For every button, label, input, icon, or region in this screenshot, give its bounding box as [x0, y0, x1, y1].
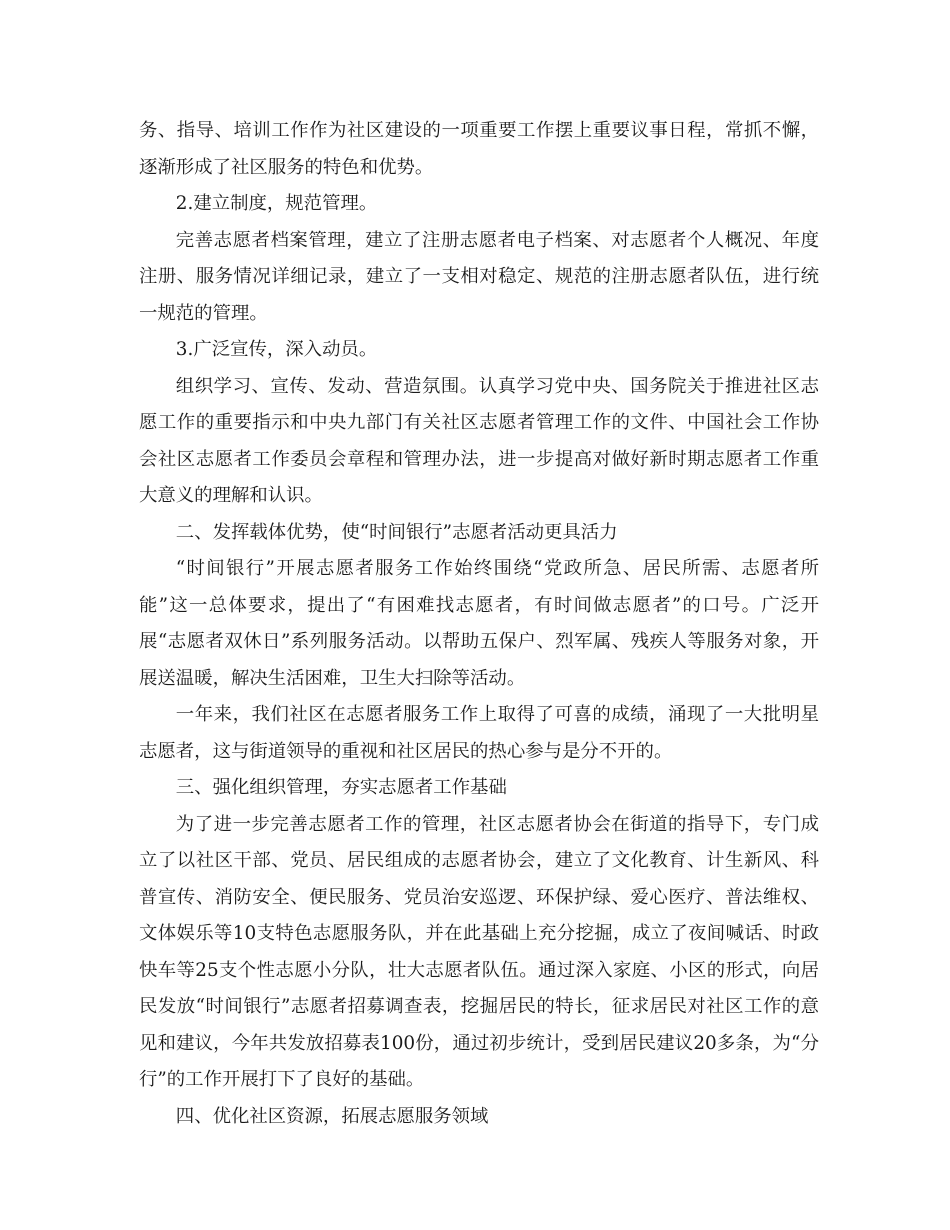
paragraph-time-bank: “时间银行”开展志愿者服务工作始终围绕“党政所急、居民所需、志愿者所能”这一总体要求，提出了“有困难找志愿者，有时间做志愿者”的口号。广泛开展“志愿者双休日”系列服务活动。以帮助五保户、烈军属、残疾人等服务对象，开展送温暖，解决生活困难，卫生大扫除等活动。 [139, 558, 819, 689]
document-body [139, 113, 819, 1135]
section-heading-two: 二、发挥载体优势，使“时间银行”志愿者活动更具活力 [175, 521, 618, 543]
subheading-establish-system: 2.建立制度，规范管理。 [175, 193, 378, 214]
paragraph-continuation: 务、指导、培训工作作为社区建设的一项重要工作摆上重要议事日程，常抓不懈，逐渐形成了社区服务的特色和优势。 [139, 120, 819, 178]
section-heading-three: 三、强化组织管理，夯实志愿者工作基础 [175, 777, 507, 798]
paragraph-achievements: 一年来，我们社区在志愿者服务工作上取得了可喜的成绩，涌现了一大批明星志愿者，这与街道领导的重视和社区居民的热心参与是分不开的。 [139, 704, 819, 762]
paragraph-archive-management: 完善志愿者档案管理，建立了注册志愿者电子档案、对志愿者个人概况、年度注册、服务情况详细记录，建立了一支相对稳定、规范的注册志愿者队伍，进行统一规范的管理。 [139, 229, 819, 324]
section-heading-four: 四、优化社区资源，拓展志愿服务领域 [175, 1105, 489, 1127]
paragraph-organization: 为了进一步完善志愿者工作的管理，社区志愿者协会在街道的指导下，专门成立了以社区干部、党员、居民组成的志愿者协会，建立了文化教育、计生新风、科普宣传、消防安全、便民服务、党员治安巡逻、环保护绿、爱心医疗、普法维权、文体娱乐等10支特色志愿服务队，并在此基础上充分挖掘，成立了夜间喊话、时政快车等25支个性志愿小分队，壮大志愿者队伍。通过深入家庭、小区的形式，向居民发放“时间银行”志愿者招募调查表，挖掘居民的特长，征求居民对社区工作的意见和建议，今年共发放招募表100份，通过初步统计，受到居民建议20多条，为“分行”的工作开展打下了良好的基础。 [139, 813, 820, 1090]
subheading-publicity: 3.广泛宣传，深入动员。 [175, 339, 378, 360]
paragraph-study-publicity: 组织学习、宣传、发动、营造氛围。认真学习党中央、国务院关于推进社区志愿工作的重要指示和中央九部门有关社区志愿者管理工作的文件、中国社会工作协会社区志愿者工作委员会章程和管理办法，进一步提高对做好新时期志愿者工作重大意义的理解和认识。 [139, 375, 819, 506]
